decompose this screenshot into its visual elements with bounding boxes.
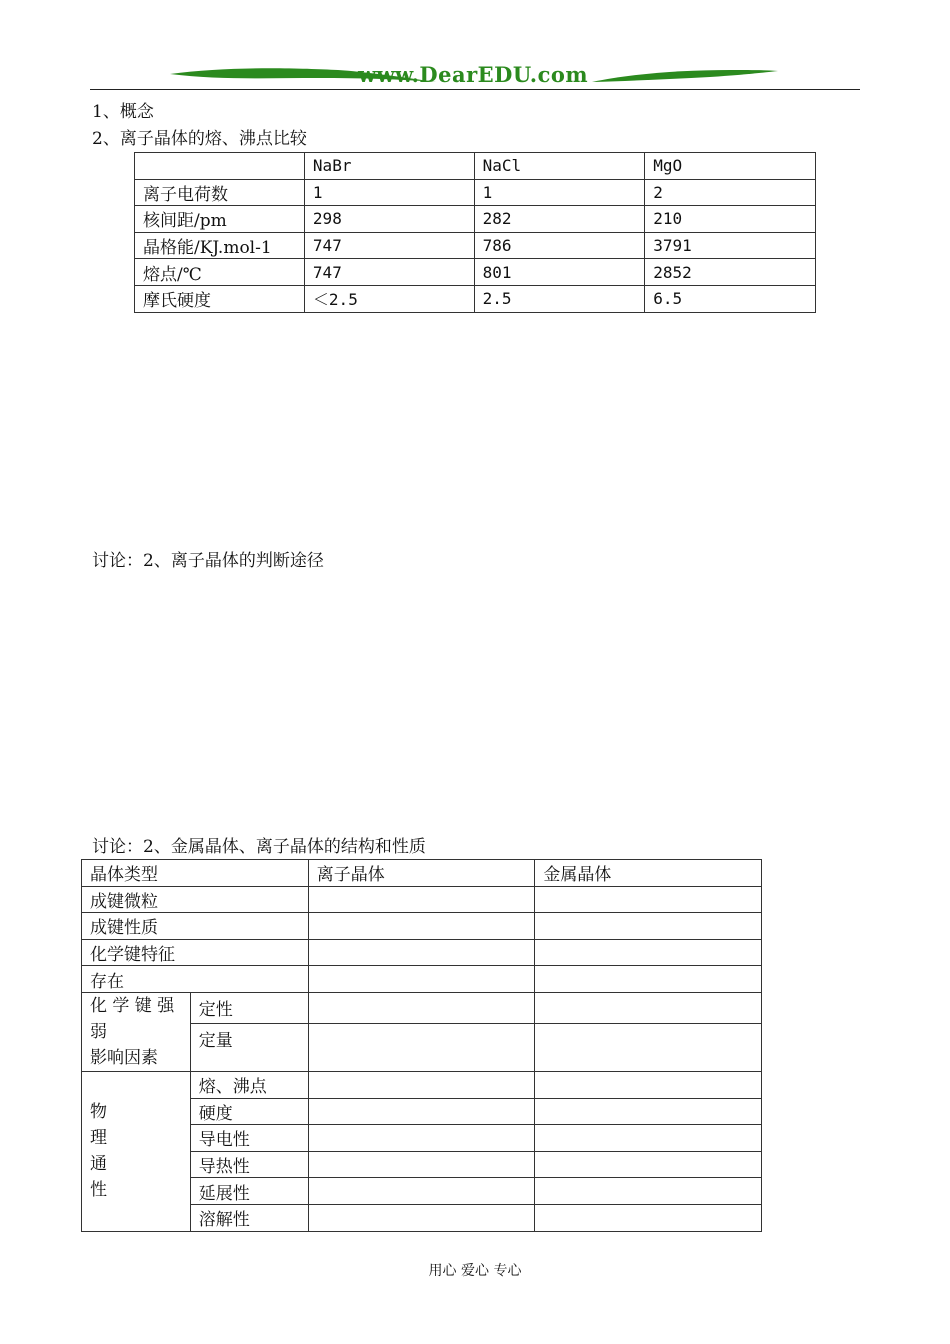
blank-cell [308,1151,535,1178]
table-header-row [82,860,762,887]
table-cell: 747 [304,232,474,259]
table-row [82,913,762,940]
row-label: 熔、沸点 [190,1071,308,1098]
row-label: 晶格能/KJ.mol-1 [135,232,305,259]
row-label: 化学键特征 [82,939,309,966]
table-cell: 282 [474,206,645,233]
group-label-line: 弱 [90,1021,107,1042]
blank-cell [535,939,762,966]
blank-cell [535,1204,762,1231]
blank-cell [535,1071,762,1098]
blank-cell [535,1023,762,1071]
table-row [82,939,762,966]
header-rule [90,89,860,90]
table-row [82,1071,762,1098]
row-label: 成键性质 [82,913,309,940]
blank-cell [535,1125,762,1152]
crystal-comparison-table [81,859,762,1232]
group-label-line: 影响因素 [90,1047,158,1068]
row-label: 成键微粒 [82,886,309,913]
group-label-line: 理 [90,1128,107,1149]
melting-point-table [134,152,816,313]
table-cell: 298 [304,206,474,233]
table-cell: 210 [645,206,816,233]
table-row [135,179,816,206]
table-cell: 1 [474,179,645,206]
blank-cell [535,886,762,913]
table-cell [135,153,305,180]
table-cell: 801 [474,259,645,286]
row-label: 定性 [190,992,308,1023]
blank-cell [308,992,535,1023]
row-label: 导热性 [190,1151,308,1178]
blank-cell [535,966,762,993]
table-cell: 786 [474,232,645,259]
row-label: 溶解性 [190,1204,308,1231]
site-header [90,58,860,90]
blank-cell [308,886,535,913]
table-cell: 1 [304,179,474,206]
blank-cell [535,1098,762,1125]
table-row [82,992,762,1023]
table-cell: 2.5 [474,285,645,312]
blank-cell [308,1178,535,1205]
table-cell: 2852 [645,259,816,286]
table-header-row [135,153,816,180]
blank-cell [308,1098,535,1125]
table-cell: 2 [645,179,816,206]
table-cell: 离子晶体 [308,860,535,887]
table-cell: MgO [645,153,816,180]
blank-cell [308,1125,535,1152]
row-label: 离子电荷数 [135,179,305,206]
blank-cell [308,1071,535,1098]
group-label-line: 通 [90,1154,107,1175]
row-label: 延展性 [190,1178,308,1205]
page-footer: 用心 爱心 专心 [428,1263,522,1279]
row-label: 核间距/pm [135,206,305,233]
blank-cell [308,966,535,993]
row-label: 熔点/℃ [135,259,305,286]
group-label-line: 性 [90,1180,107,1201]
table-cell: 6.5 [645,285,816,312]
blank-cell [308,913,535,940]
table-cell: NaCl [474,153,645,180]
row-label: 定量 [190,1023,308,1071]
row-label: 导电性 [190,1125,308,1152]
bond-strength-group-label [82,992,191,1071]
blank-cell [308,1023,535,1071]
site-name: www.DearEDU.com [358,62,589,87]
blank-cell [308,939,535,966]
row-label: 硬度 [190,1098,308,1125]
table-cell: NaBr [304,153,474,180]
row-label: 存在 [82,966,309,993]
table-row [82,966,762,993]
table-row [135,259,816,286]
table-row [82,886,762,913]
discussion-structure: 讨论：2、金属晶体、离子晶体的结构和性质 [92,837,426,857]
table-cell: 金属晶体 [535,860,762,887]
blank-cell [535,992,762,1023]
table-cell: 晶体类型 [82,860,309,887]
blank-cell [535,1151,762,1178]
discussion-judgement: 讨论：2、离子晶体的判断途径 [92,551,324,571]
table-row [135,232,816,259]
table-cell: 3791 [645,232,816,259]
table-cell: 747 [304,259,474,286]
table-row [135,206,816,233]
section-melting-compare: 2、离子晶体的熔、沸点比较 [92,129,307,149]
blank-cell [308,1204,535,1231]
group-label-line: 化 学 键 强 [90,995,175,1016]
right-swoosh-icon [590,64,780,86]
table-row [135,285,816,312]
physical-properties-group-label [82,1071,191,1231]
table-cell: ＜2.5 [304,285,474,312]
row-label: 摩氏硬度 [135,285,305,312]
section-concept: 1、概念 [92,102,154,122]
blank-cell [535,913,762,940]
group-label-line: 物 [90,1102,107,1123]
blank-cell [535,1178,762,1205]
